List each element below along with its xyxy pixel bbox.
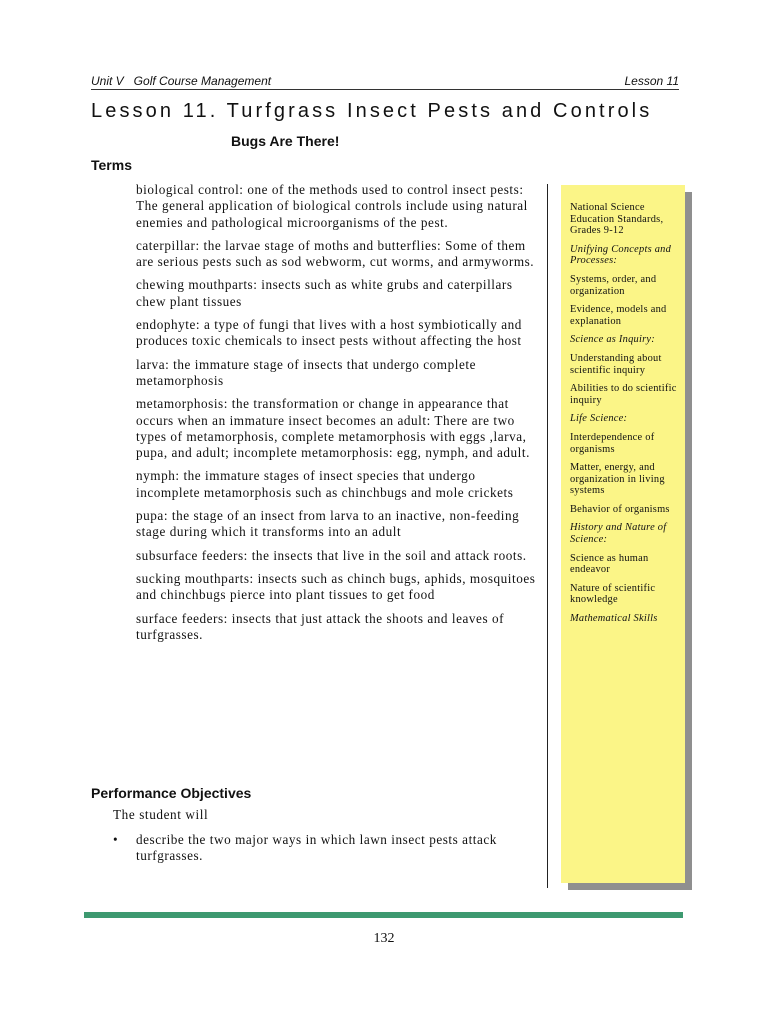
page-number: 132 <box>373 931 395 946</box>
column-divider <box>547 184 548 888</box>
sidebar-item: Behavior of organisms <box>570 503 670 515</box>
header-unit: Unit V Golf Course Management <box>91 74 272 88</box>
term-item: endophyte: a type of fungi that lives with a host symbiotically and produces toxic chemicals to insect pests without affecting the host <box>136 317 522 349</box>
term-item: pupa: the stage of an insect from larva to an inactive, non-feeding stage during which it transforms into an adult <box>136 508 520 540</box>
term-item: caterpillar: the larvae stage of moths and butterflies: Some of them are serious pests such as sod webworm, cut worms, and armyworms. <box>136 237 535 270</box>
objective-text: describe the two major ways in which lawn insect pests attack turfgrasses. <box>136 832 497 864</box>
term-item: biological control: one of the methods used to control insect pests: The general application of biological controls include using natural enemies and pathological microorganisms of the pest. <box>136 182 528 230</box>
standards-sidebar <box>561 185 685 883</box>
sidebar-category: History and Nature of Science: <box>570 522 667 546</box>
term-item: sucking mouthparts: insects such as chinch bugs, aphids, mosquitoes and chinchbugs pierce into plant tissues to get food <box>136 570 536 603</box>
sidebar-item: Abilities to do scientific inquiry <box>570 383 677 406</box>
sidebar-category: Science as Inquiry: <box>570 334 655 346</box>
lesson-subtitle: Bugs Are There! <box>231 133 340 149</box>
sidebar-category: Mathematical Skills <box>570 613 658 625</box>
objectives-list <box>113 832 538 865</box>
lesson-title: Lesson 11. Turfgrass Insect Pests and Controls <box>91 100 653 122</box>
objectives-heading: Performance Objectives <box>91 785 252 801</box>
bullet-icon: • <box>113 832 119 847</box>
header-lesson: Lesson 11 <box>624 74 679 88</box>
sidebar-item: Interdependence of organisms <box>570 431 655 455</box>
term-item: nymph: the immature stages of insect species that undergo incomplete metamorphosis such as chinchbugs and mole crickets <box>136 468 514 500</box>
sidebar-category: Life Science: <box>570 413 628 425</box>
objectives-intro: The student will <box>113 807 209 822</box>
term-item: larva: the immature stage of insects that undergo complete metamorphosis <box>136 356 476 388</box>
term-item: chewing mouthparts: insects such as white grubs and caterpillars chew plant tissues <box>136 277 513 309</box>
sidebar-category: Unifying Concepts and Processes: <box>570 243 672 267</box>
term-item: subsurface feeders: the insects that live in the soil and attack roots. <box>136 547 527 563</box>
term-item: metamorphosis: the transformation or change in appearance that occurs when an immature insect becomes an adult: There are two types of metamorphosis, complete metamorphosis with eggs ,larva, pupa, and adult; incomplete metamorphosis: egg, nymph, and adult. <box>136 396 530 461</box>
sidebar-item: Evidence, models and explanation <box>570 304 667 327</box>
sidebar-item: Science as human endeavor <box>570 552 649 576</box>
objective-item <box>113 832 538 865</box>
term-item: surface feeders: insects that just attack the shoots and leaves of turfgrasses. <box>136 610 505 642</box>
sidebar-item: Matter, energy, and organization in living systems <box>570 462 665 497</box>
page-header <box>91 74 679 90</box>
sidebar-item: Understanding about scientific inquiry <box>570 352 662 376</box>
terms-heading: Terms <box>91 157 132 173</box>
footer-rule <box>84 912 683 918</box>
sidebar-item: National Science Education Standards, Grades 9-12 <box>570 202 664 237</box>
sidebar-item: Systems, order, and organization <box>570 273 657 297</box>
terms-list <box>136 182 536 650</box>
sidebar-item: Nature of scientific knowledge <box>570 582 656 606</box>
